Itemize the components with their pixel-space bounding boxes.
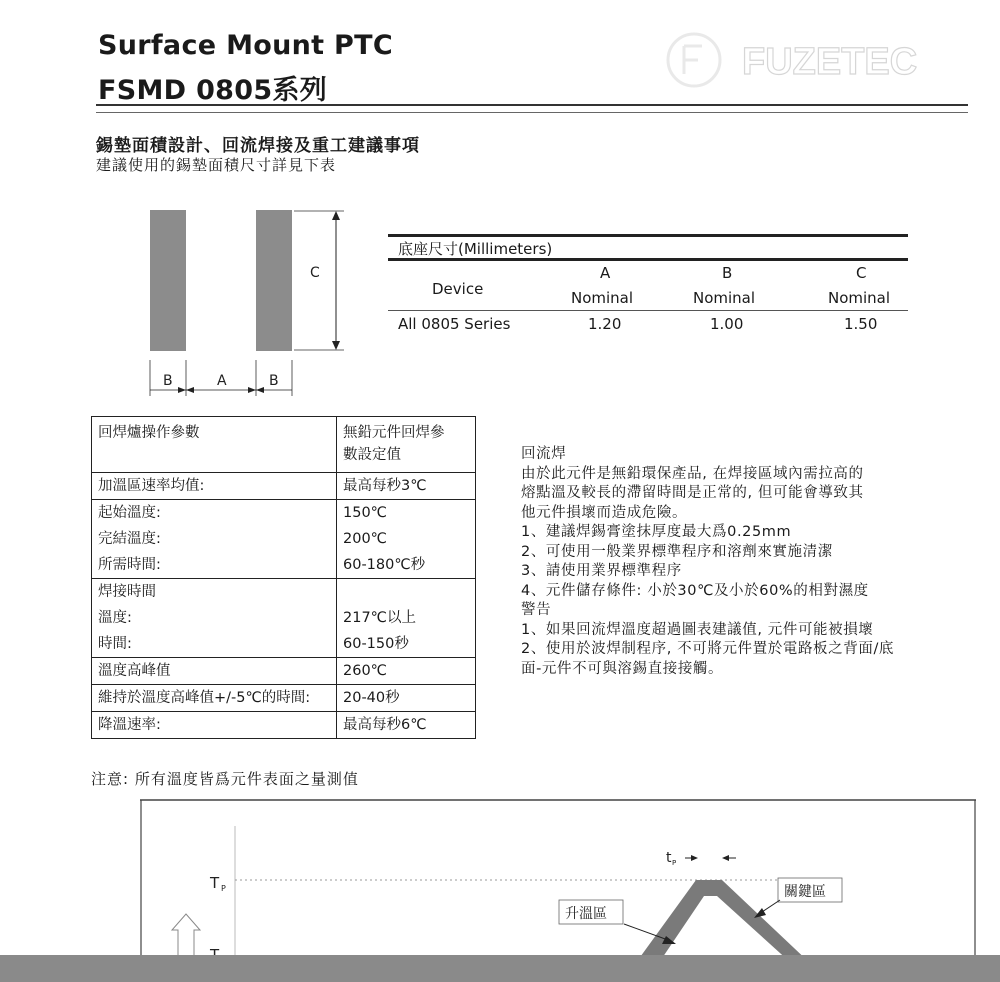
table-rule [388, 258, 908, 261]
critical-zone-label: 關鍵區 [784, 884, 826, 900]
ramp-zone-label: 升溫區 [565, 906, 607, 922]
note-line: 面-元件不可與溶錫直接接觸。 [521, 660, 724, 677]
header-param: 回焊爐操作參數 [92, 417, 337, 473]
col-nominal-a: Nominal [571, 289, 634, 307]
table-rule-top [388, 234, 908, 237]
right-pad [256, 210, 292, 351]
note-line: 4、元件儲存條件: 小於30℃及小於60%的相對濕度 [521, 582, 869, 599]
left-pad [150, 210, 186, 351]
table-row: 起始溫度: 完結溫度: 所需時間: 150℃ 200℃ 60-180℃秒 [92, 500, 476, 579]
note-line: 由於此元件是無鉛環保產品, 在焊接區域內需拉高的 [521, 465, 864, 482]
section-title: 錫墊面積設計、回流焊接及重工建議事項 [96, 136, 420, 156]
reflow-notes [521, 445, 961, 679]
pad-layout-diagram [140, 200, 360, 400]
dim-label-b-left: B [163, 373, 173, 389]
dim-label-a: A [217, 373, 227, 389]
tp-sub: P [221, 884, 226, 893]
table-caption: 底座尺寸(Millimeters) [398, 240, 553, 258]
header-value: 無鉛元件回焊參 數設定值 [337, 417, 476, 473]
col-header-a: A [600, 264, 611, 282]
table-row: 焊接時間 溫度: 時間: 217℃以上 60-150秒 [92, 579, 476, 658]
dim-label-c: C [310, 265, 320, 281]
watermark-text: FUZETEC [742, 41, 918, 83]
page-title-line1: Surface Mount PTC [98, 30, 393, 61]
table-row [92, 417, 476, 473]
tp-time-label: t [666, 850, 672, 866]
tp-time-sub: P [672, 859, 677, 867]
temperature-note: 注意: 所有溫度皆爲元件表面之量測值 [91, 770, 359, 788]
table-row: 維持於溫度高峰值+/-5℃的時間: 20-40秒 [92, 685, 476, 712]
device-header: Device [432, 280, 484, 298]
section-subtitle: 建議使用的錫墊面積尺寸詳見下表 [96, 156, 337, 174]
dim-label-b-right: B [269, 373, 279, 389]
col-nominal-b: Nominal [693, 289, 756, 307]
tp-label: T [210, 874, 220, 892]
reflow-parameter-table [91, 416, 476, 739]
row-value-b: 1.00 [710, 315, 744, 333]
note-line: 2、使用於波焊制程序, 不可將元件置於電路板之背面/底 [521, 641, 895, 657]
note-line: 熔點溫及較長的滯留時間是正常的, 但可能會導致其 [521, 485, 864, 501]
page-title-line2: FSMD 0805系列 [98, 75, 328, 106]
note-line: 1、如果回流焊溫度超過圖表建議值, 元件可能被損壞 [521, 621, 874, 638]
table-rule [388, 310, 908, 311]
note-line: 他元件損壞而造成危險。 [521, 504, 688, 521]
header-rule [96, 104, 968, 113]
row-device: All 0805 Series [398, 315, 511, 333]
pad-dimension-table [388, 234, 908, 344]
col-header-b: B [722, 264, 733, 282]
col-header-c: C [856, 264, 867, 282]
brand-watermark [662, 28, 952, 92]
note-line: 2、可使用一般業界標準程序和溶劑來實施清潔 [521, 543, 833, 560]
table-row: 加溫區速率均值: 最高每秒3℃ [92, 473, 476, 500]
note-line: 3、請使用業界標準程序 [521, 563, 682, 579]
row-value-c: 1.50 [844, 315, 878, 333]
row-value-a: 1.20 [588, 315, 622, 333]
note-line: 1、建議焊錫膏塗抹厚度最大爲0.25mm [521, 524, 792, 540]
note-line: 警告 [521, 602, 552, 618]
note-line: 回流焊 [521, 446, 567, 462]
scan-edge-band [0, 955, 1000, 982]
table-row: 溫度高峰值 260℃ [92, 658, 476, 685]
table-row: 降溫速率: 最高每秒6℃ [92, 712, 476, 739]
col-nominal-c: Nominal [828, 289, 891, 307]
